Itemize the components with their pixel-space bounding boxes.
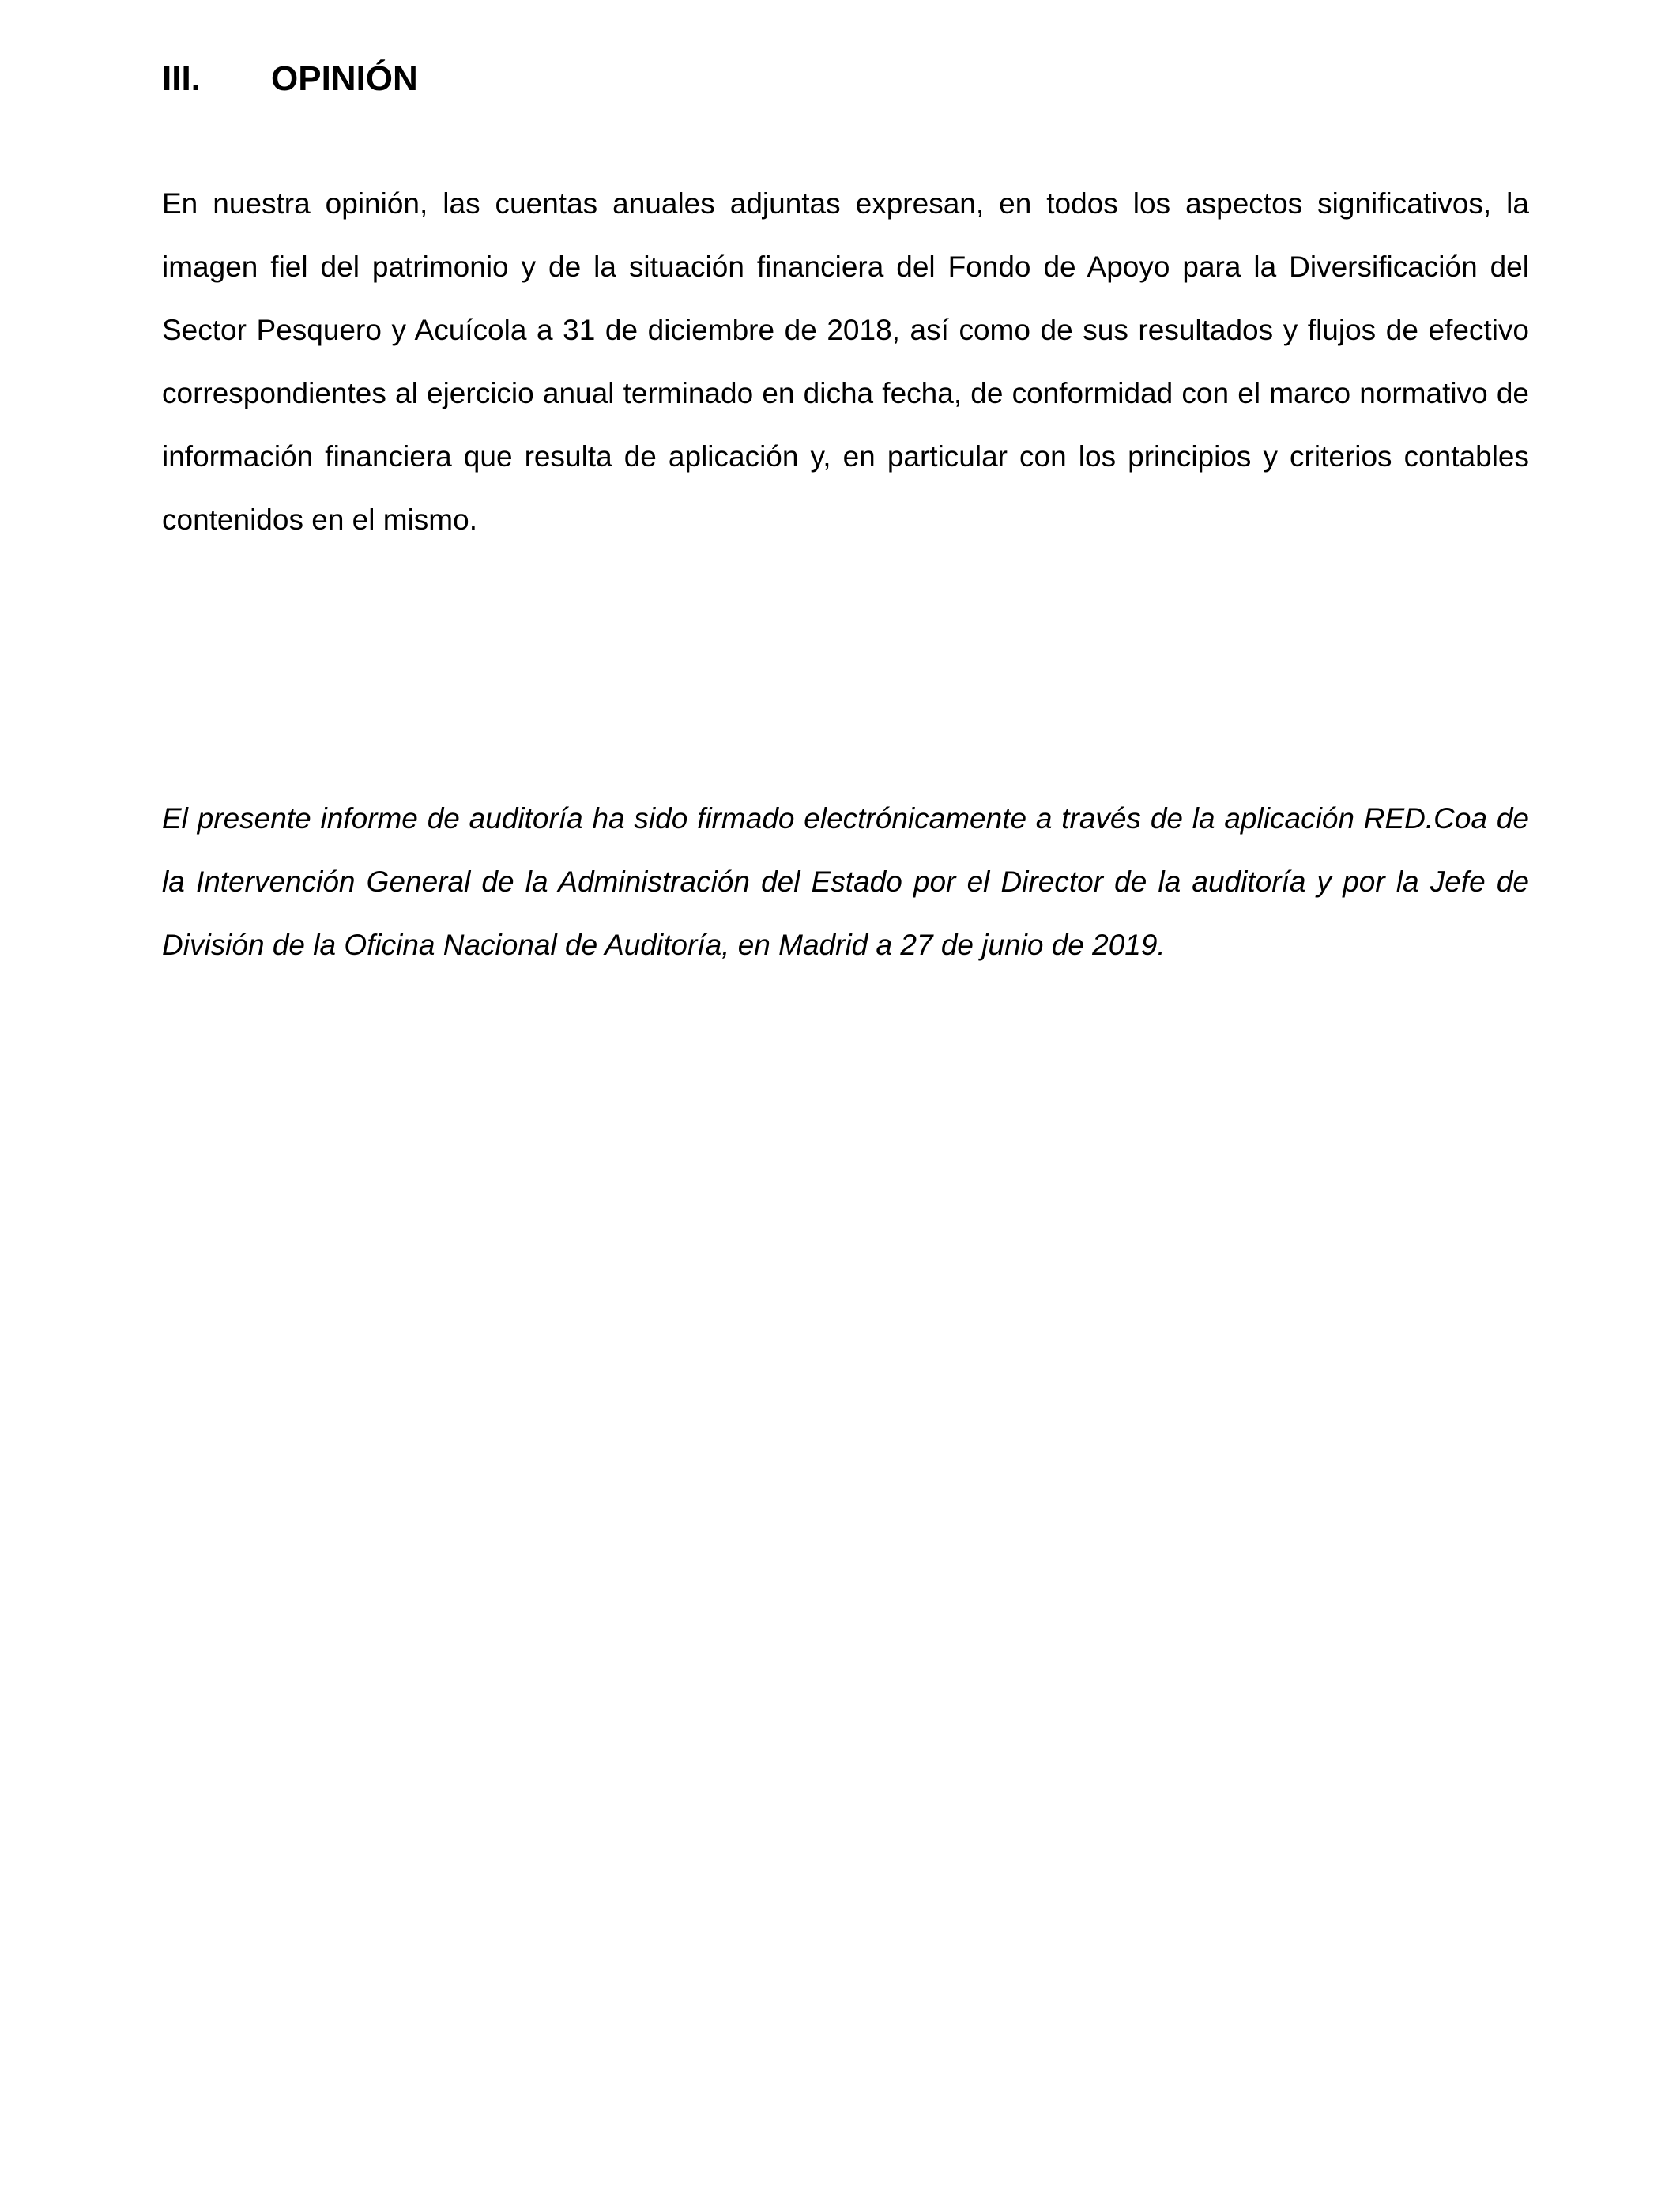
signature-paragraph: El presente informe de auditoría ha sido firmado electrónicamente a través de la aplicación RED.Coa de la Intervención General de la Administración del Estado por el Director de la auditoría y por la Jefe de División de la Oficina Nacional de Auditoría, en Madrid a 27 de junio de 2019. xyxy=(162,802,1529,961)
opinion-paragraph: En nuestra opinión, las cuentas anuales adjuntas expresan, en todos los aspectos significativos, la imagen fiel del patrimonio y de la situación financiera del Fondo de Apoyo para la Diversificación del Sector Pesquero y Acuícola a 31 de diciembre de 2018, así como de sus resultados y flujos de efectivo correspondientes al ejercicio anual terminado en dicha fecha, de conformidad con el marco normativo de información financiera que resulta de aplicación y, en particular con los principios y criterios contables contenidos en el mismo. xyxy=(162,187,1529,536)
section-heading xyxy=(162,57,418,101)
section-title: OPINIÓN xyxy=(271,59,418,98)
section-number: III. xyxy=(162,59,201,98)
